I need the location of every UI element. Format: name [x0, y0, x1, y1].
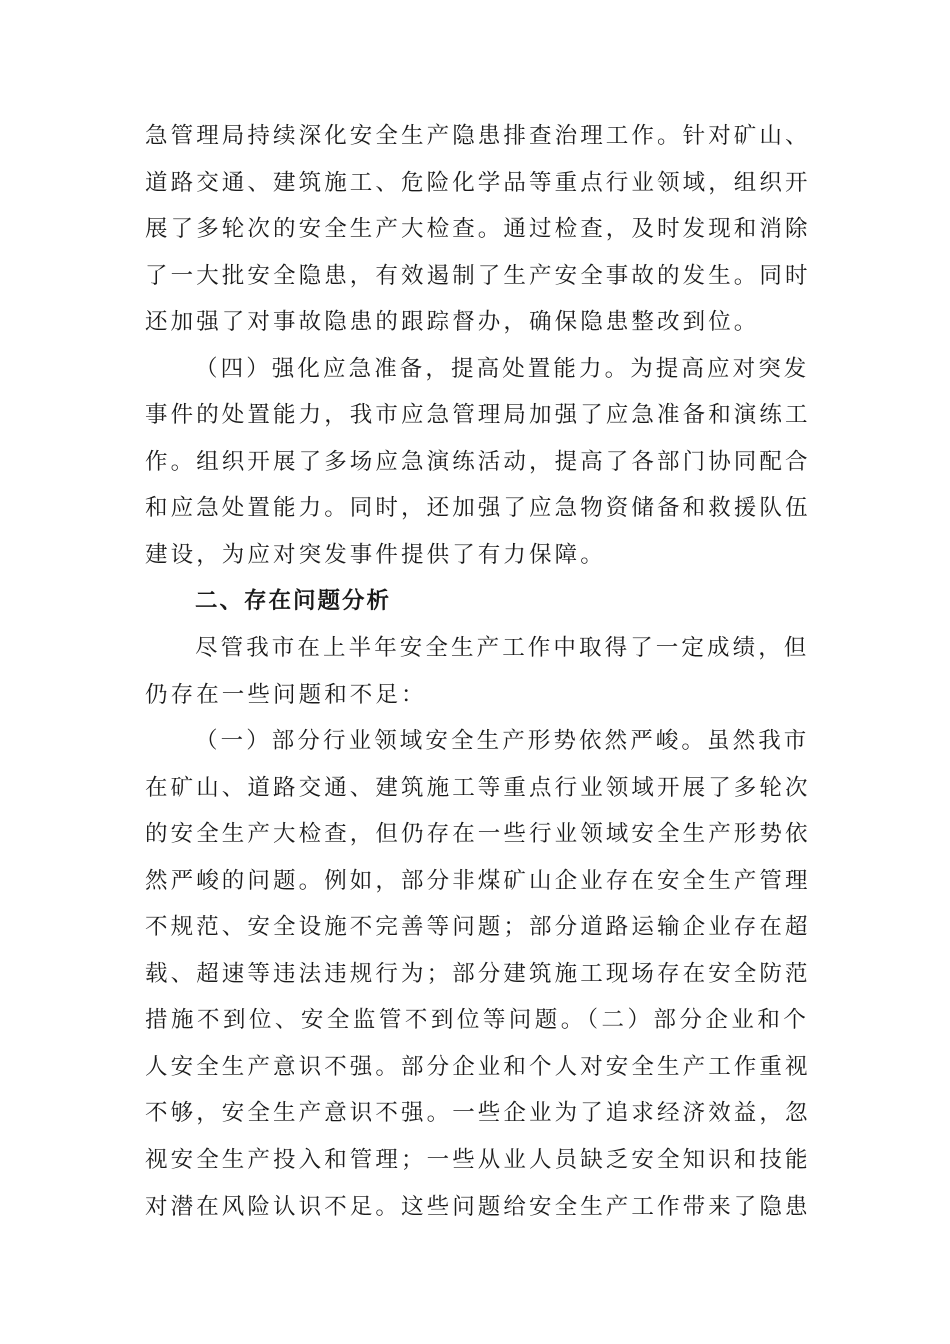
section-heading: 二、存在问题分析: [195, 588, 392, 615]
body-line: 的安全生产大检查，但仍存在一些行业领域安全生产形势依: [145, 821, 811, 848]
body-line: 视安全生产投入和管理；一些从业人员缺乏安全知识和技能: [145, 1147, 811, 1174]
body-line: 建设，为应对突发事件提供了有力保障。: [145, 541, 606, 568]
body-line: 急管理局持续深化安全生产隐患排查治理工作。针对矿山、: [145, 123, 811, 149]
body-line: 了一大批安全隐患，有效遏制了生产安全事故的发生。同时: [145, 262, 811, 289]
body-line: 人安全生产意识不强。部分企业和个人对安全生产工作重视: [145, 1053, 811, 1080]
body-line: 对潜在风险认识不足。这些问题给安全生产工作带来了隐患: [145, 1193, 811, 1220]
body-line: 事件的处置能力，我市应急管理局加强了应急准备和演练工: [145, 402, 811, 429]
body-line: 不够，安全生产意识不强。一些企业为了追求经济效益，忽: [145, 1100, 811, 1127]
body-line: 还加强了对事故隐患的跟踪督办，确保隐患整改到位。: [145, 309, 760, 336]
body-line: 和应急处置能力。同时，还加强了应急物资储备和救援队伍: [145, 495, 811, 522]
body-line: 道路交通、建筑施工、危险化学品等重点行业领域，组织开: [145, 169, 811, 196]
body-line: 仍存在一些问题和不足：: [145, 681, 427, 708]
body-line: 措施不到位、安全监管不到位等问题。（二）部分企业和个: [145, 1007, 809, 1034]
body-line: 作。组织开展了多场应急演练活动，提高了各部门协同配合: [145, 448, 811, 475]
body-line: 载、超速等违法违规行为；部分建筑施工现场存在安全防范: [145, 960, 811, 987]
body-line: 不规范、安全设施不完善等问题；部分道路运输企业存在超: [145, 914, 811, 941]
body-line: （四）强化应急准备，提高处置能力。为提高应对突发: [195, 355, 810, 382]
body-line: 然严峻的问题。例如，部分非煤矿山企业存在安全生产管理: [145, 867, 811, 894]
body-line: 尽管我市在上半年安全生产工作中取得了一定成绩，但: [195, 635, 810, 662]
document-body: [145, 113, 809, 1230]
body-line: （一）部分行业领域安全生产形势依然严峻。虽然我市: [195, 728, 810, 755]
body-line: 展了多轮次的安全生产大检查。通过检查，及时发现和消除: [145, 216, 811, 243]
body-line: 在矿山、道路交通、建筑施工等重点行业领域开展了多轮次: [145, 774, 811, 801]
